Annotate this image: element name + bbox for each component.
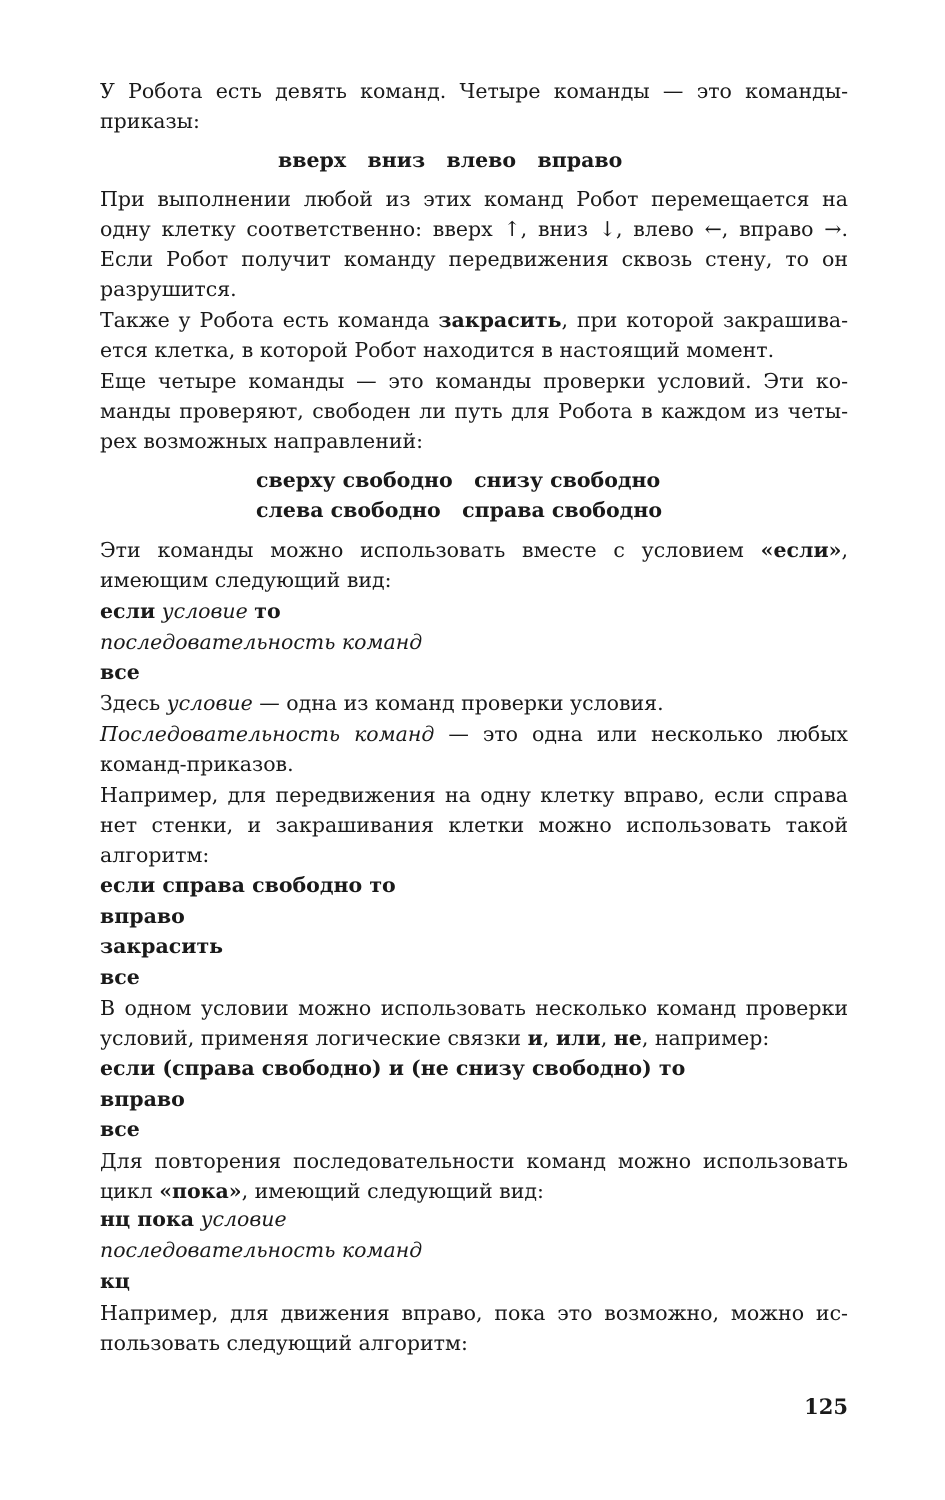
text-line: Для повторения последовательности команд можно использовать bbox=[100, 1149, 848, 1173]
syntax-condition: условие bbox=[161, 599, 248, 623]
text-span: — это одна или несколько любых bbox=[434, 722, 848, 746]
text-line bbox=[100, 1023, 848, 1053]
text-line bbox=[100, 1176, 848, 1206]
keyword-while: нц пока bbox=[100, 1207, 195, 1231]
text-span: Также у Робота есть команда bbox=[100, 308, 439, 332]
text-line: алгоритм: bbox=[100, 843, 210, 867]
text-span: , имеющий следующий вид: bbox=[241, 1179, 544, 1203]
text-line: нет стенки, и закрашивания клетки можно использовать такой bbox=[100, 813, 848, 837]
text-span: цикл bbox=[100, 1179, 160, 1203]
text-line: При выполнении любой из этих команд Робот перемещается на bbox=[100, 187, 848, 211]
keyword-end-if: все bbox=[100, 660, 140, 684]
text-span: , bbox=[841, 538, 848, 562]
text-line: Если Робот получит команду передвижения сквозь стену, то он bbox=[100, 247, 848, 271]
logic-or: или bbox=[555, 1026, 601, 1050]
text-line: одну клетку соответственно: вверх ↑, вниз ↓, влево ←, вправо →. bbox=[100, 217, 848, 241]
code-line: вправо bbox=[100, 904, 185, 928]
while-syntax-line bbox=[100, 1204, 848, 1234]
text-span: Здесь bbox=[100, 691, 167, 715]
text-line bbox=[100, 305, 848, 335]
keyword-poka: «пока» bbox=[159, 1179, 242, 1203]
code-line: все bbox=[100, 965, 140, 989]
text-line bbox=[100, 535, 848, 565]
command-zakrasit: закрасить bbox=[438, 308, 562, 332]
keyword-if: если bbox=[100, 599, 156, 623]
text-span: — одна из команд проверки условия. bbox=[252, 691, 664, 715]
syntax-condition: условие bbox=[200, 1207, 287, 1231]
text-italic: Последовательность команд bbox=[100, 722, 435, 746]
text-line: ется клетка, в которой Робот находится в настоящий момент. bbox=[100, 338, 775, 362]
text-line: рех возможных направлений: bbox=[100, 429, 424, 453]
text-span: условий, применяя логические связки bbox=[100, 1026, 528, 1050]
text-line: Например, для передвижения на одну клетку вправо, если справа bbox=[100, 783, 848, 807]
check-commands-row-2: слева свободно справа свободно bbox=[256, 498, 662, 522]
move-commands: вверх вниз влево вправо bbox=[278, 148, 623, 172]
code-line: закрасить bbox=[100, 934, 224, 958]
text-line: Например, для движения вправо, пока это возможно, можно ис- bbox=[100, 1301, 848, 1325]
keyword-end-while: кц bbox=[100, 1269, 130, 1293]
text-line: В одном условии можно использовать несколько команд проверки bbox=[100, 996, 848, 1020]
text-line: разрушится. bbox=[100, 277, 237, 301]
text-line bbox=[100, 688, 848, 718]
text-span: , bbox=[542, 1026, 556, 1050]
text-span: Эти команды можно использовать вместе с условием bbox=[100, 538, 761, 562]
if-syntax-line bbox=[100, 596, 848, 626]
page-number: 125 bbox=[804, 1394, 848, 1419]
text-italic: условие bbox=[166, 691, 253, 715]
code-line: если (справа свободно) и (не снизу свободно) то bbox=[100, 1056, 686, 1080]
syntax-sequence: последовательность команд bbox=[100, 630, 423, 654]
text-span: , при которой закрашива- bbox=[561, 308, 849, 332]
keyword-then: то bbox=[254, 599, 281, 623]
text-line: У Робота есть девять команд. Четыре команды — это команды- bbox=[100, 79, 848, 103]
text-line: манды проверяют, свободен ли путь для Робота в каждом из четы- bbox=[100, 399, 848, 423]
keyword-esli: «если» bbox=[760, 538, 842, 562]
check-commands-row-1: сверху свободно снизу свободно bbox=[256, 468, 661, 492]
text-line bbox=[100, 719, 848, 749]
text-line: приказы: bbox=[100, 109, 200, 133]
text-span: , bbox=[600, 1026, 614, 1050]
logic-not: не bbox=[613, 1026, 642, 1050]
text-line: команд-приказов. bbox=[100, 752, 294, 776]
code-line: вправо bbox=[100, 1087, 185, 1111]
text-line: Еще четыре команды — это команды проверки условий. Эти ко- bbox=[100, 369, 848, 393]
text-span: , например: bbox=[641, 1026, 770, 1050]
code-line: если справа свободно то bbox=[100, 873, 396, 897]
text-line: пользовать следующий алгоритм: bbox=[100, 1331, 468, 1355]
syntax-sequence: последовательность команд bbox=[100, 1238, 423, 1262]
code-line: все bbox=[100, 1117, 140, 1141]
logic-and: и bbox=[527, 1026, 543, 1050]
text-line: имеющим следующий вид: bbox=[100, 568, 392, 592]
